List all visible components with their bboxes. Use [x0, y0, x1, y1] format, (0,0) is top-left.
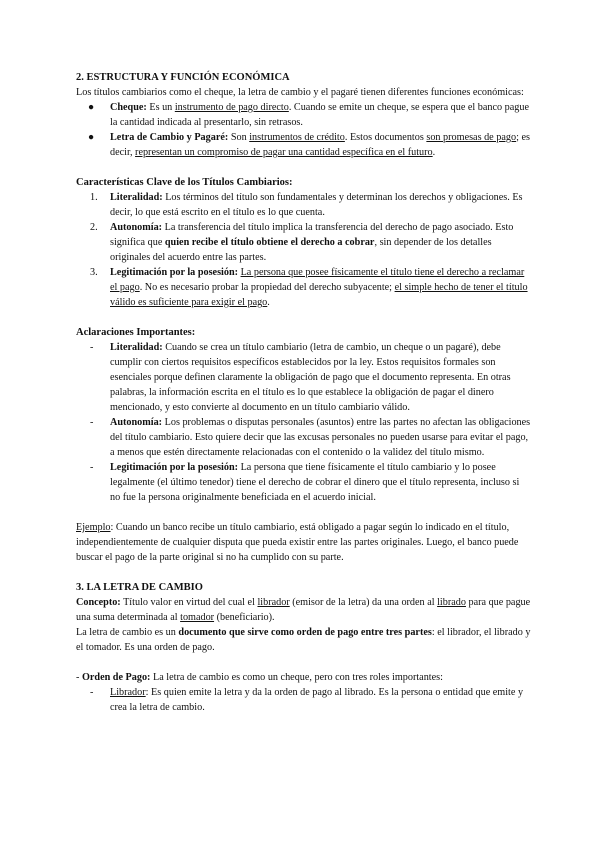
- list-item-legitimacion: - Legitimación por la posesión: La persona que tiene físicamente el título cambiario y lo posee legalmente (el último tenedor) tiene el derecho de cobrar el dinero que el título representa, incluso si no fue la persona originalmente beneficiada en el acuerdo inicial.: [90, 462, 520, 503]
- bullet-icon: ●: [88, 132, 95, 143]
- ejemplo-paragraph: Ejemplo: Cuando un banco recibe un título cambiario, está obligado a pagar según lo indicado en el título, independientemente de cualquier disputa que pueda existir entre las partes originales. Luego, el banco puede buscar el pago de la parte original si no ha cumplido con su parte.: [76, 522, 519, 563]
- list-item-cheque: ● Cheque: Es un instrumento de pago directo. Cuando se emite un cheque, se espera que el banco pague la cantidad indicada al presentarlo, sin retrasos.: [88, 102, 529, 128]
- bullet-icon: ●: [88, 102, 95, 113]
- list-item-literalidad: - Literalidad: Cuando se crea un título cambiario (letra de cambio, un cheque o un pagaré), debe cumplir con ciertos requisitos específicos establecidos por la ley. Estos requisitos formales son esenciales porque definen claramente la obligación de pago que el documento representa. En otras palabras, la información escrita en el título es lo que establece la obligación de pagar el dinero mencionado, y esto convierte al documento en un título cambiario válido.: [90, 342, 511, 413]
- list-item-librador: - Librador: Es quien emite la letra y da la orden de pago al librado. Es la persona o entidad que emite y crea la letra de cambio.: [90, 687, 524, 713]
- section-3-title: 3. LA LETRA DE CAMBIO: [76, 582, 203, 593]
- aclaraciones-title: Aclaraciones Importantes:: [76, 327, 196, 338]
- concepto-paragraph: Concepto: Título valor en virtud del cual el librador (emisor de la letra) da una orden al librado para que pague una suma determinada al tomador (beneficiario).: [76, 597, 531, 623]
- roles-list: [76, 685, 531, 715]
- list-item-legitimacion: 3. Legitimación por la posesión: La persona que posee físicamente el título tiene el derecho a reclamar el pago. No es necesario probar la propiedad del derecho subyacente; el simple hecho de tener el título válido es suficiente para exigir el pago.: [90, 267, 528, 308]
- section-2-title: 2. ESTRUCTURA Y FUNCIÓN ECONÓMICA: [76, 72, 290, 83]
- caracteristicas-list: [76, 190, 531, 310]
- orden-de-pago-paragraph: - Orden de Pago: La letra de cambio es como un cheque, pero con tres roles importantes:: [76, 672, 443, 683]
- economic-function-list: [76, 100, 531, 160]
- section-2-intro: Los títulos cambiarios como el cheque, la letra de cambio y el pagaré tienen diferentes funciones económicas:: [76, 87, 524, 98]
- list-item-letra-pagare: ● Letra de Cambio y Pagaré: Son instrumentos de crédito. Estos documentos son promesas de pago; es decir, representan un compromiso de pagar una cantidad específica en el futuro.: [88, 132, 530, 158]
- aclaraciones-list: [76, 340, 531, 505]
- caracteristicas-title: Características Clave de los Títulos Cambiarios:: [76, 177, 293, 188]
- list-item-autonomia: 2. Autonomía: La transferencia del título implica la transferencia del derecho de pago asociado. Esto significa que quien recibe el título obtiene el derecho a cobrar, sin depender de los detalles originales del acuerdo entre las partes.: [90, 222, 514, 263]
- document-page: [76, 70, 531, 715]
- list-item-literalidad: 1. Literalidad: Los términos del título son fundamentales y determinan los derechos y obligaciones. Es decir, lo que está escrito en el título es lo que cuenta.: [90, 192, 523, 218]
- list-item-autonomia: - Autonomía: Los problemas o disputas personales (asuntos) entre las partes no afectan las obligaciones del título cambiario. Esto quiere decir que las excusas personales no pueden usarse para evitar el pago, a menos que estén directamente relacionadas con el contenido o la validez del título mismo.: [90, 417, 531, 458]
- orden-paragraph: La letra de cambio es un documento que sirve como orden de pago entre tres partes: el librador, el librado y el tomador. Es una orden de pago.: [76, 627, 531, 653]
